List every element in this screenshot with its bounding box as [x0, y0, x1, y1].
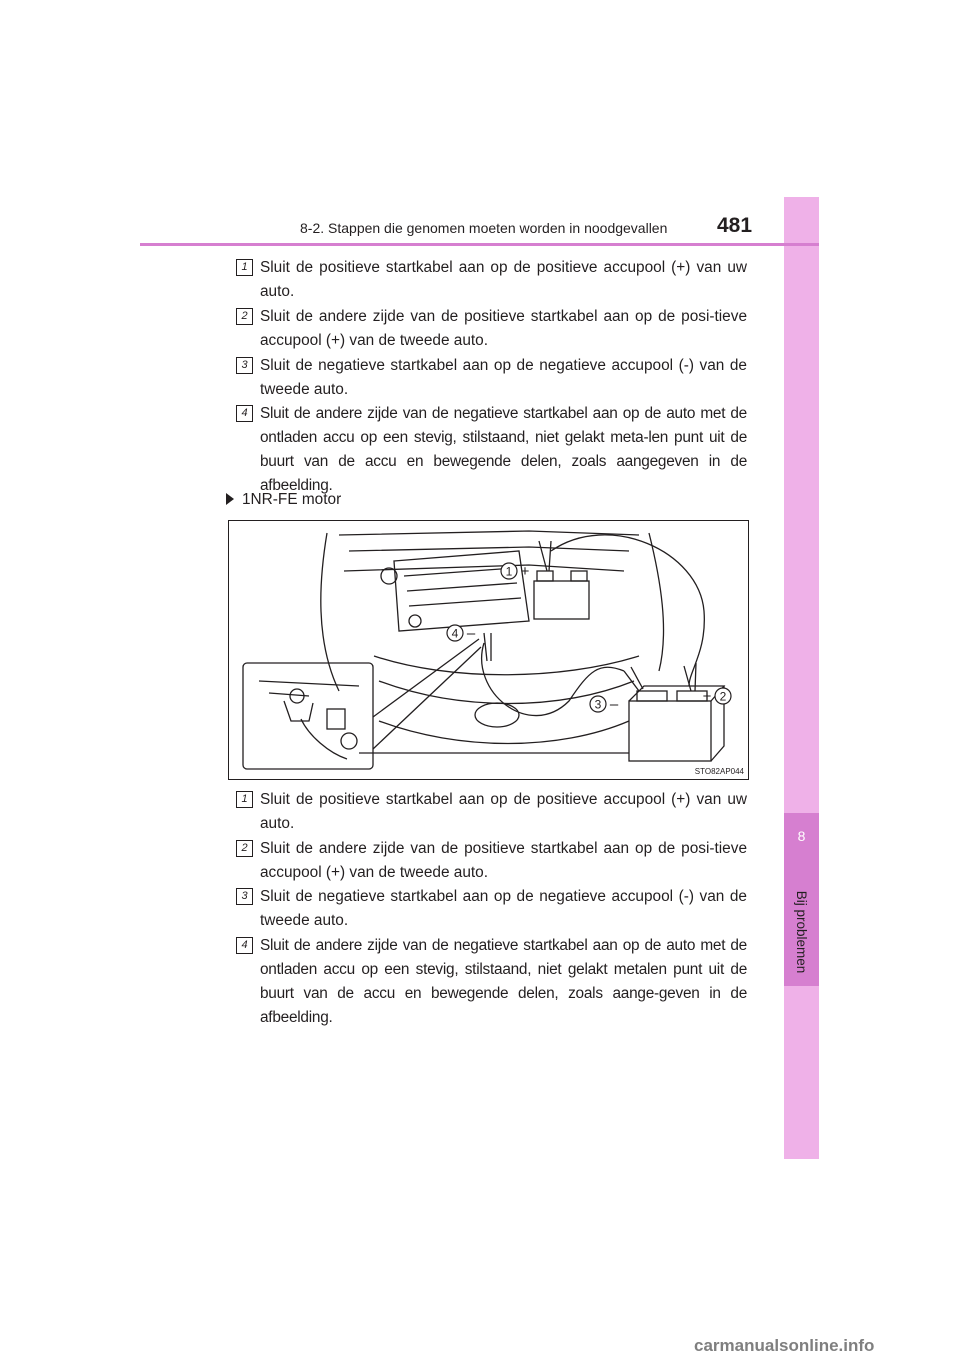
step-item — [236, 788, 747, 836]
page-number: 481 — [717, 214, 753, 237]
section-title: 8-2. Stappen die genomen moeten worden in noodgevallen — [300, 220, 668, 236]
step-text: Sluit de andere zijde van de positieve startkabel aan op de posi-tieve accupool (+) van de tweede auto. — [260, 840, 747, 881]
step-number-badge: 1 — [236, 791, 253, 808]
callout-3-number: 3 — [594, 697, 602, 712]
callout-1 — [501, 563, 530, 580]
step-number-badge: 4 — [236, 405, 253, 422]
callout-1-number: 1 — [505, 564, 513, 579]
step-number-badge: 1 — [236, 259, 253, 276]
step-text: Sluit de andere zijde van de negatieve startkabel aan op de auto met de ontladen accu op een stevig, stilstaand, niet gelakt meta-len punt uit de buurt van de accu en bewegende delen, zoals aangegeven in de afbeelding. — [260, 405, 747, 494]
step-number-badge: 4 — [236, 937, 253, 954]
callout-2 — [703, 688, 731, 705]
figure-code: STO82AP044 — [694, 767, 744, 776]
step-text: Sluit de negatieve startkabel aan op de negatieve accupool (-) van de tweede auto. — [260, 888, 747, 929]
step-item — [236, 934, 747, 1030]
step-item — [236, 885, 747, 933]
chapter-side-tab — [784, 197, 819, 1159]
callout-3 — [590, 696, 619, 713]
callout-4 — [447, 625, 476, 642]
step-item — [236, 256, 747, 304]
step-item — [236, 402, 747, 498]
callout-2-sign: + — [702, 688, 712, 705]
callout-1-sign: + — [520, 563, 530, 580]
chapter-number: 8 — [797, 828, 806, 844]
step-text: Sluit de negatieve startkabel aan op de negatieve accupool (-) van de tweede auto. — [260, 357, 747, 398]
triangle-bullet-icon — [226, 493, 234, 505]
engine-sub-heading-text: 1NR-FE motor — [242, 491, 342, 508]
callout-4-sign: – — [466, 625, 476, 642]
step-number-badge: 3 — [236, 888, 253, 905]
step-text: Sluit de andere zijde van de negatieve startkabel aan op de auto met de ontladen accu op een stevig, stilstaand, niet gelakt metalen punt uit de buurt van de accu en bewegende delen, zoals aange-geven in de afbeelding. — [260, 937, 747, 1026]
engine-sub-heading — [226, 491, 341, 509]
callout-4-number: 4 — [451, 626, 459, 641]
chapter-title: Bij problemen — [794, 890, 810, 974]
jump-start-illustration — [228, 520, 749, 780]
engine-bay-drawing — [229, 521, 748, 779]
step-item — [236, 837, 747, 885]
header-rule — [140, 243, 819, 246]
watermark: carmanualsonline.info — [694, 1336, 875, 1355]
callout-3-sign: – — [609, 696, 619, 713]
step-item — [236, 305, 747, 353]
step-item — [236, 354, 747, 402]
step-number-badge: 2 — [236, 840, 253, 857]
callout-2-number: 2 — [719, 689, 727, 704]
step-text: Sluit de positieve startkabel aan op de positieve accupool (+) van uw auto. — [260, 791, 747, 832]
step-text: Sluit de andere zijde van de positieve startkabel aan op de posi-tieve accupool (+) van de tweede auto. — [260, 308, 747, 349]
step-number-badge: 3 — [236, 357, 253, 374]
step-number-badge: 2 — [236, 308, 253, 325]
step-text: Sluit de positieve startkabel aan op de positieve accupool (+) van uw auto. — [260, 259, 747, 300]
